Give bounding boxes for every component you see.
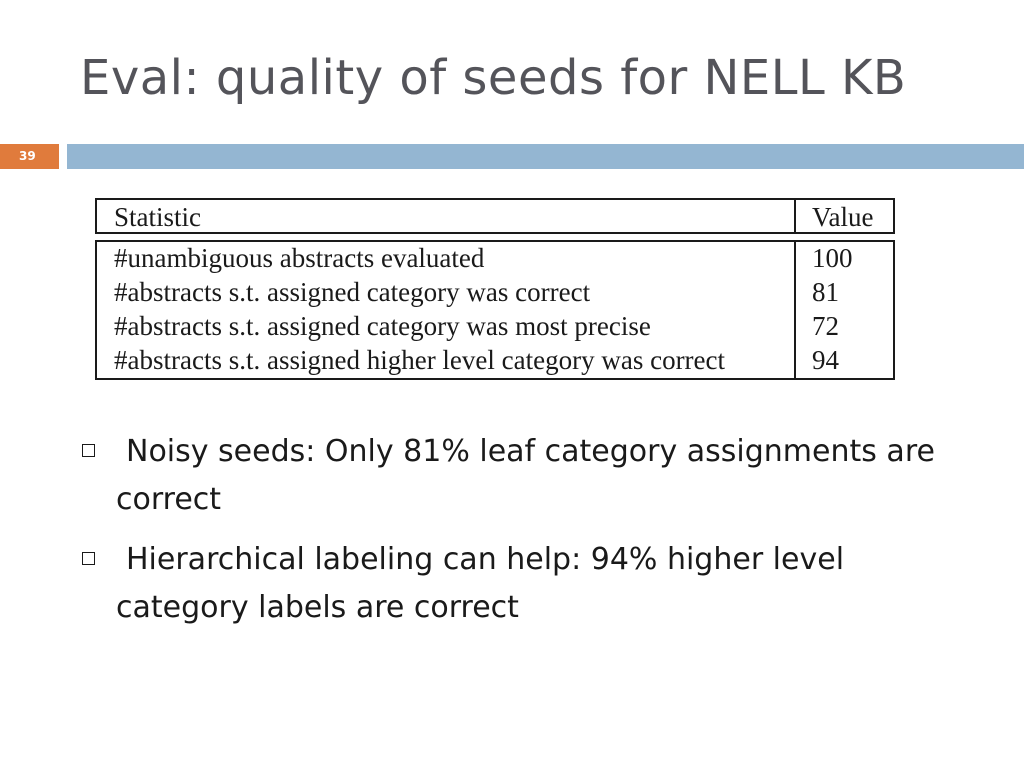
slide-title: Eval: quality of seeds for NELL KB	[80, 50, 907, 106]
table-body	[95, 240, 895, 380]
table-cell-value: 100	[812, 243, 853, 273]
table-row	[97, 276, 893, 310]
bullet-text: Noisy seeds: Only 81% leaf category assignments are correct	[116, 434, 935, 517]
header-statistic: Statistic	[114, 202, 201, 232]
bullet-item	[80, 536, 980, 632]
table-row	[97, 310, 893, 344]
bullet-list	[80, 428, 980, 644]
statistics-table	[95, 198, 897, 382]
title-accent-bar	[67, 144, 1024, 169]
table-cell-statistic: #unambiguous abstracts evaluated	[114, 243, 485, 273]
table-cell-value: 81	[812, 277, 839, 307]
table-row	[97, 344, 893, 378]
table-cell-value: 72	[812, 311, 839, 341]
column-divider	[794, 200, 796, 232]
table-row	[97, 242, 893, 276]
table-cell-statistic: #abstracts s.t. assigned higher level category was correct	[114, 345, 726, 375]
table-cell-statistic: #abstracts s.t. assigned category was correct	[114, 277, 591, 307]
table-cell-statistic: #abstracts s.t. assigned category was most precise	[114, 311, 651, 341]
header-value: Value	[812, 202, 874, 232]
square-bullet-icon	[82, 444, 95, 457]
bullet-item	[80, 428, 980, 524]
table-cell-value: 94	[812, 345, 839, 375]
table-header-row	[95, 198, 895, 234]
bullet-text: Hierarchical labeling can help: 94% higher level category labels are correct	[116, 542, 845, 625]
page-number-badge: 39	[0, 144, 59, 169]
square-bullet-icon	[82, 552, 95, 565]
